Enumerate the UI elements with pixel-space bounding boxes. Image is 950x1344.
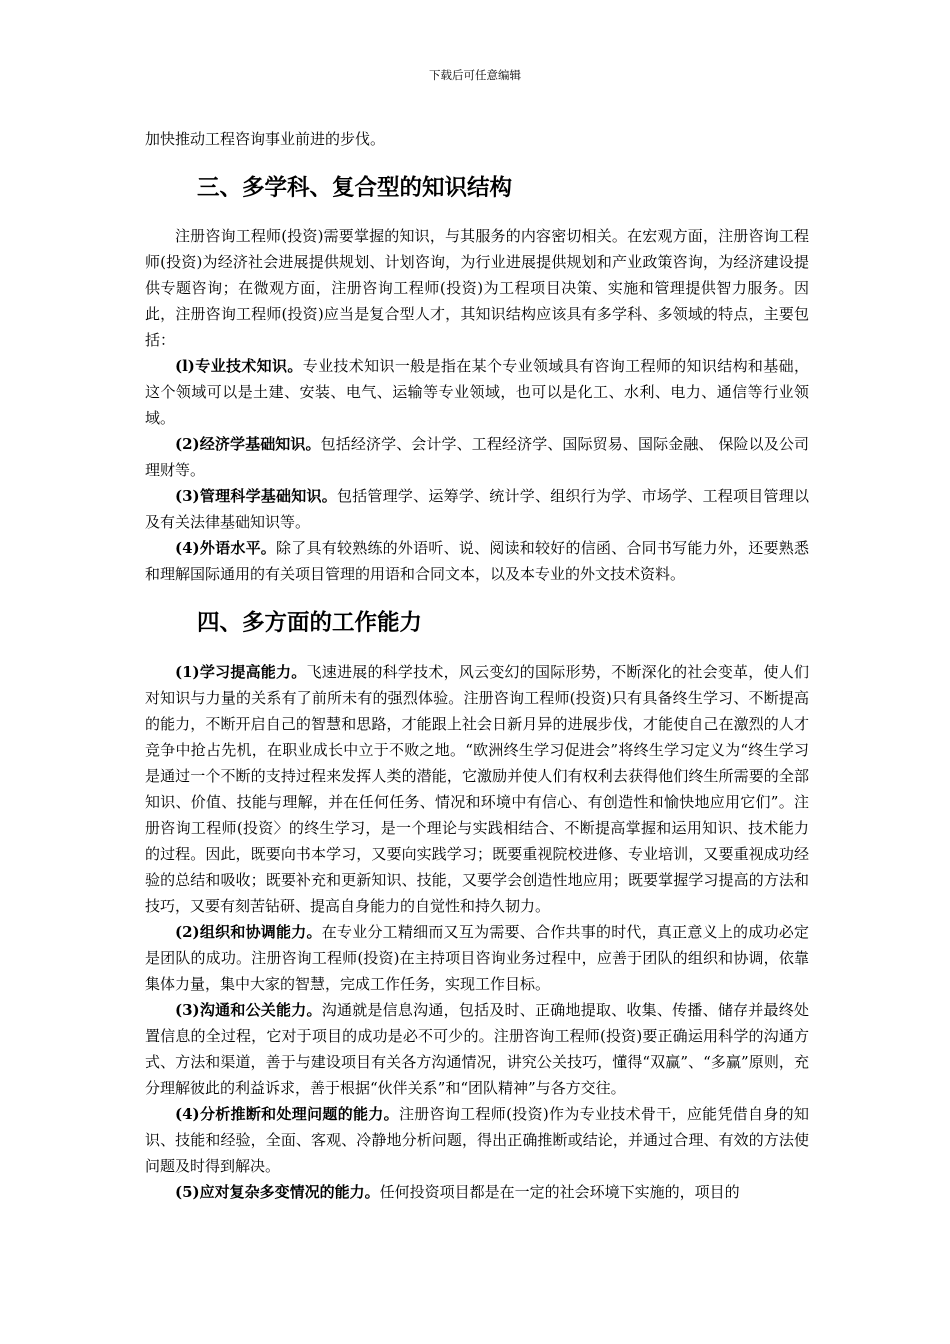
item-text: 除了具有较熟练的外语听、说、阅读和较好的信函、合同书写能力外，还要熟悉和理解国际通用的有关项目管理的用语和合同文本，以及本专业的外文技术资料。	[145, 539, 809, 583]
item-lead: (1)学习提高能力。	[175, 663, 307, 681]
item-text: 在专业分工精细而又互为需要、合作共事的时代，真正意义上的成功必定是团队的成功。注册咨询工程师(投资)在主持项目咨询业务过程中，应善于团队的组织和协调，依靠集体力量，集中大家的智慧，完成工作任务，实现工作目标。	[145, 923, 809, 993]
item-text: 飞速进展的科学技术，风云变幻的国际形势，不断深化的社会变革，使人们对知识与力量的关系有了前所未有的强烈体验。注册咨询工程师(投资)只有具备终生学习、不断提高的能力，不断开启自己的智慧和思路，才能跟上社会日新月异的进展步伐，才能使自己在激烈的人才竞争中抢占先机，在职业成长中立于不败之地。“欧洲终生学习促进会”将终生学习定义为“终生学习是通过一个不断的支持过程来发挥人类的潜能，它激励并使人们有权利去获得他们终生所需要的全部知识、价值、技能与理解，并在任何任务、情况和环境中有信心、有创造性和愉快地应用它们”。注册咨询工程师(投资〉的终生学习，是一个理论与实践相结合、不断提高掌握和运用知识、技术能力的过程。因此，既要向书本学习，又要向实践学习；既要重视院校进修、专业培训，又要重视成功经验的总结和吸收；既要补充和更新知识、技能，又要学会创造性地应用；既要掌握学习提高的方法和技巧，又要有刻苦钻研、提高自身能力的自觉性和持久韧力。	[145, 663, 809, 915]
knowledge-item-economics	[145, 431, 809, 483]
ability-item-communication	[145, 997, 809, 1101]
ability-item-learning	[145, 659, 809, 919]
item-lead: (4)外语水平。	[175, 539, 277, 557]
ability-item-analysis	[145, 1101, 809, 1179]
item-lead: (2)经济学基础知识。	[175, 435, 321, 453]
item-lead: (4)分析推断和处理问题的能力。	[175, 1105, 399, 1123]
item-text: 注册咨询工程师(投资)作为专业技术骨干，应能凭借自身的知识、技能和经验，全面、客观、冷静地分析问题，得出正确推断或结论，并通过合理、有效的方法使问题及时得到解决。	[145, 1105, 809, 1175]
ability-item-organization	[145, 919, 809, 997]
page-header: 下载后可任意编辑	[429, 68, 521, 82]
ability-item-complexity	[145, 1179, 809, 1205]
intro-paragraph: 加快推动工程咨询事业前进的步伐。	[145, 130, 386, 148]
item-text: 专业技术知识一般是指在某个专业领域具有咨询工程师的知识结构和基础，这个领域可以是土建、安装、电气、运输等专业领域，也可以是化工、水利、电力、通信等行业领域。	[145, 357, 809, 427]
item-text: 任何投资项目都是在一定的社会环境下实施的，项目的	[379, 1183, 740, 1201]
section3-intro-paragraph: 注册咨询工程师(投资)需要掌握的知识，与其服务的内容密切相关。在宏观方面，注册咨询工程师(投资)为经济社会进展提供规划、计划咨询，为行业进展提供规划和产业政策咨询，为经济建设提供专题咨询；在微观方面，注册咨询工程师(投资)为工程项目决策、实施和管理提供智力服务。因此，注册咨询工程师(投资)应当是复合型人才，其知识结构应该具有多学科、多领域的特点，主要包括：	[145, 227, 809, 349]
knowledge-item-professional	[145, 353, 809, 431]
section-heading-knowledge-structure: 三、多学科、复合型的知识结构	[197, 175, 513, 201]
item-lead: (3)沟通和公关能力。	[175, 1001, 322, 1019]
item-text: 沟通就是信息沟通，包括及时、正确地提取、收集、传播、储存并最终处置信息的全过程，它对于项目的成功是必不可少的。注册咨询工程师(投资)要正确运用科学的沟通方式、方法和渠道，善于与建设项目有关各方沟通情况，讲究公关技巧，懂得“双赢”、“多赢”原则，充分理解彼此的利益诉求，善于根据“伙伴关系”和“团队精神”与各方交往。	[145, 1001, 809, 1097]
knowledge-item-language	[145, 535, 809, 587]
item-lead: (5)应对复杂多变情况的能力。	[175, 1183, 380, 1201]
document-body	[145, 126, 809, 1205]
knowledge-item-management	[145, 483, 809, 535]
item-lead: (3)管理科学基础知识。	[175, 487, 337, 505]
item-lead: (l)专业技术知识。	[175, 357, 303, 375]
item-text: 包括经济学、会计学、工程经济学、国际贸易、国际金融、 保险以及公司理财等。	[145, 435, 809, 479]
item-lead: (2)组织和协调能力。	[175, 923, 322, 941]
item-text: 包括管理学、运筹学、统计学、组织行为学、市场学、工程项目管理以及有关法律基础知识等。	[145, 487, 809, 531]
section-heading-work-abilities: 四、多方面的工作能力	[197, 610, 423, 636]
